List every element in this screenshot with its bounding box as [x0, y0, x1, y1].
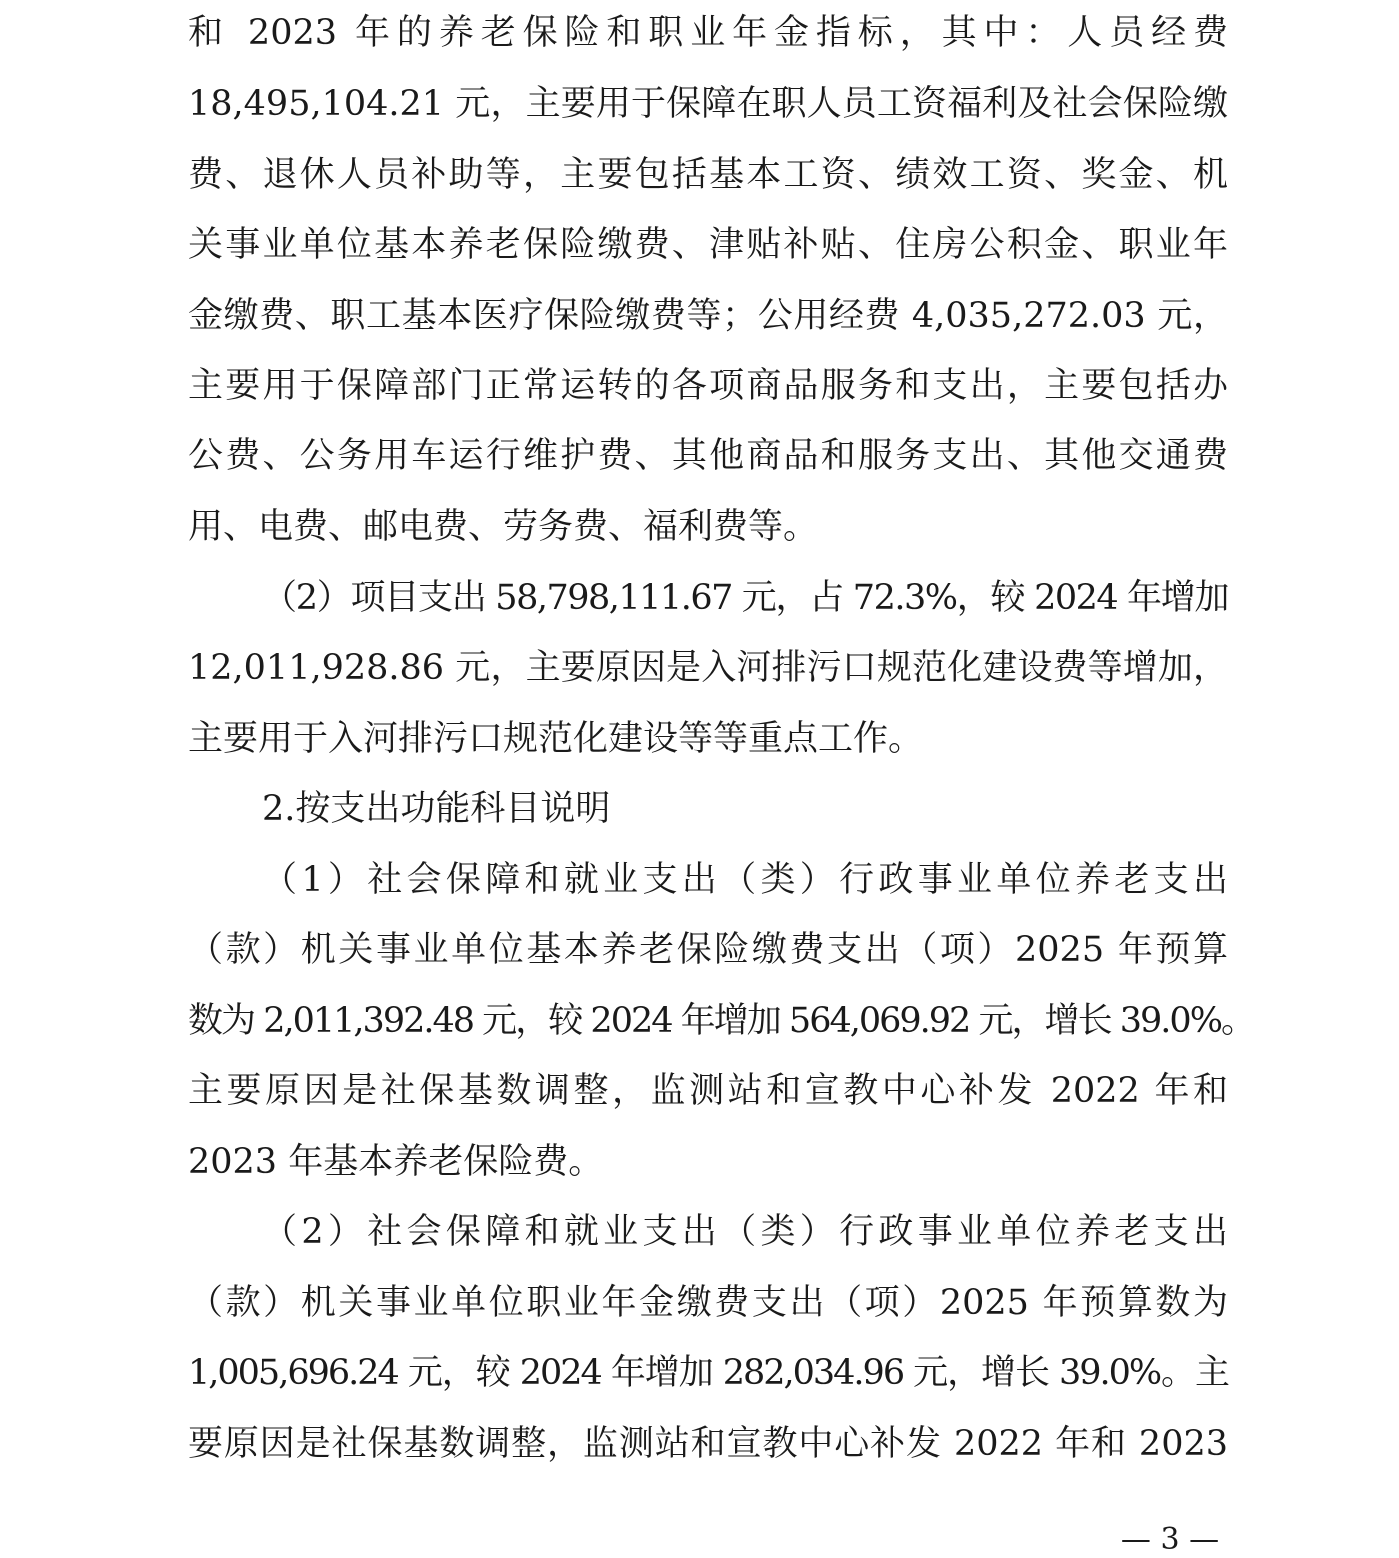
text-line: 主要原因是社保基数调整，监测站和宣教中心补发 2022 年和 — [188, 1071, 1228, 1111]
text-line: 和 2023 年的养老保险和职业年金指标，其中：人员经费 — [188, 13, 1228, 53]
text-line: 12,011,928.86 元，主要原因是入河排污口规范化建设费等增加， — [188, 648, 1228, 688]
text-line: 2023 年基本养老保险费。 — [188, 1142, 604, 1182]
text-line: 主要用于入河排污口规范化建设等等重点工作。 — [188, 719, 924, 759]
text-line: 金缴费、职工基本医疗保险缴费等；公用经费 4,035,272.03 元， — [188, 296, 1228, 336]
text-line: 主要用于保障部门正常运转的各项商品服务和支出，主要包括办 — [188, 366, 1228, 406]
text-line: 要原因是社保基数调整，监测站和宣教中心补发 2022 年和 2023 — [188, 1424, 1228, 1464]
text-line: 费、退休人员补助等，主要包括基本工资、绩效工资、奖金、机 — [188, 155, 1228, 195]
text-line: 数为 2,011,392.48 元，较 2024 年增加 564,069.92 元，增长 39.0%。 — [188, 1001, 1254, 1041]
text-line: 用、电费、邮电费、劳务费、福利费等。 — [188, 507, 819, 547]
paragraph-start-line: （2）社会保障和就业支出（类）行政事业单位养老支出 — [262, 1212, 1228, 1252]
text-line: （款）机关事业单位基本养老保险缴费支出（项）2025 年预算 — [188, 930, 1228, 970]
paragraph-start-line: （2）项目支出 58,798,111.67 元，占 72.3%，较 2024 年增加 — [262, 578, 1228, 618]
section-heading: 2.按支出功能科目说明 — [262, 789, 611, 829]
text-line: 公费、公务用车运行维护费、其他商品和服务支出、其他交通费 — [188, 436, 1228, 476]
text-line: 18,495,104.21 元，主要用于保障在职人员工资福利及社会保险缴 — [188, 84, 1228, 124]
page-number: — 3 — — [1120, 1522, 1220, 1557]
text-line: 1,005,696.24 元，较 2024 年增加 282,034.96 元，增长 39.0%。主 — [188, 1353, 1228, 1393]
text-line: （款）机关事业单位职业年金缴费支出（项）2025 年预算数为 — [188, 1283, 1228, 1323]
text-line: 关事业单位基本养老保险缴费、津贴补贴、住房公积金、职业年 — [188, 225, 1228, 265]
paragraph-start-line: （1）社会保障和就业支出（类）行政事业单位养老支出 — [262, 860, 1228, 900]
